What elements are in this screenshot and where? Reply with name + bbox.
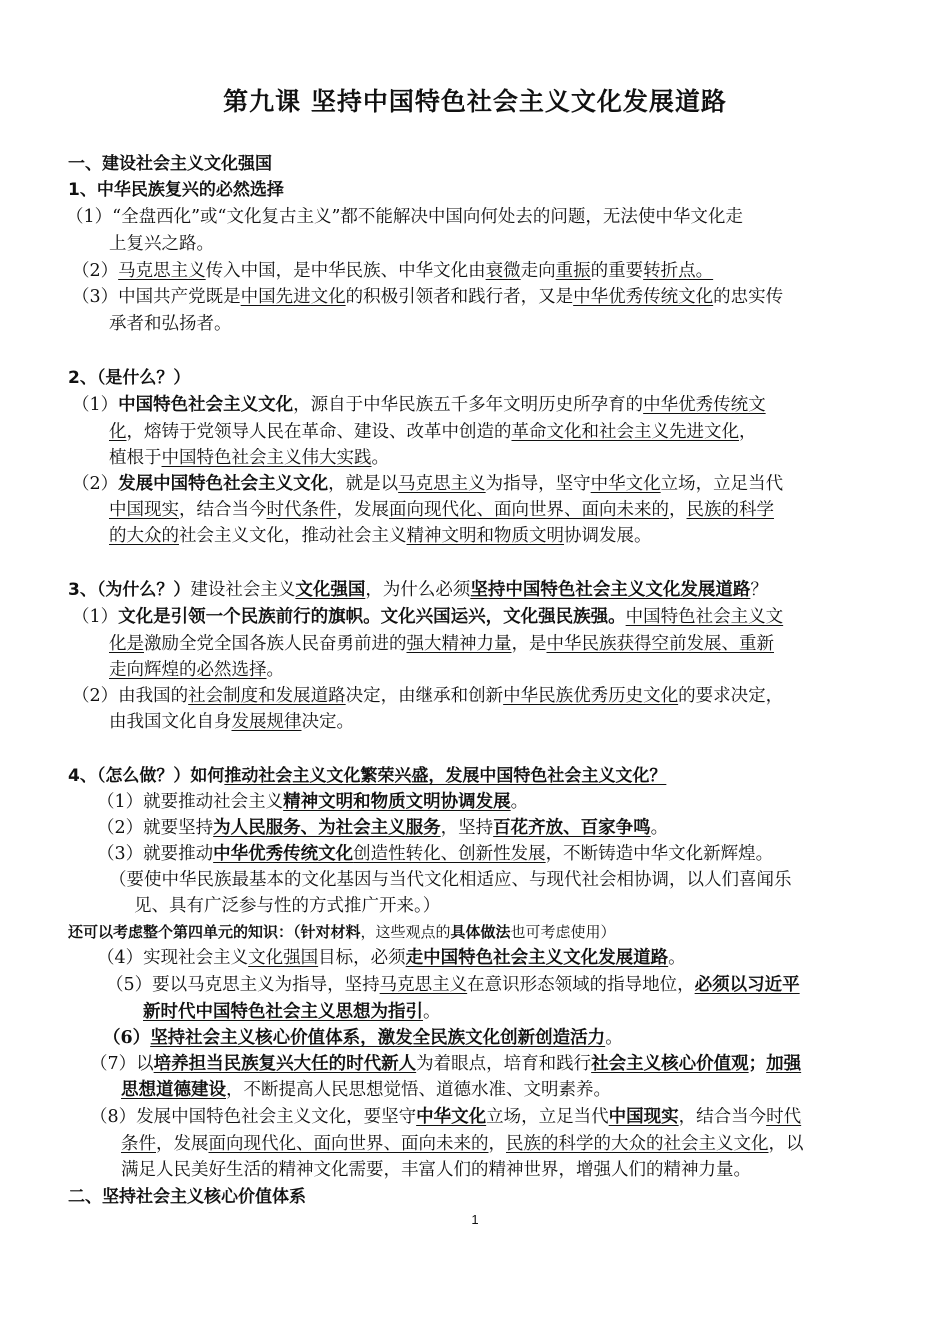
text-run: （3）就要推动 — [97, 844, 214, 864]
text-run: 的重要 — [590, 261, 644, 281]
text-run: 为着眼点，培育和践行 — [416, 1054, 592, 1074]
subsection-heading — [68, 576, 768, 604]
text-run: ，就是以 — [328, 474, 399, 494]
text-run: ，不断提高人民思想觉悟、道德水准、文明素养。 — [226, 1080, 611, 1100]
text-run: （7）以 — [90, 1054, 154, 1074]
underlined-text: 化是 — [109, 634, 144, 654]
underlined-text: 强大精神力量 — [406, 634, 512, 654]
bold-text: 还可以考虑整个第四单元的知识：（针对材料 — [68, 923, 361, 941]
underlined-text: 为人民服务、为社会主义服务 — [213, 818, 441, 838]
bold-text: 发展中国特色社会主义文化 — [118, 474, 329, 494]
text-run: 建设社会主义 — [190, 580, 296, 600]
underlined-text: 中国先进文化 — [240, 287, 346, 307]
text-run: 。 — [510, 792, 529, 812]
bold-text: ； — [748, 1054, 767, 1074]
text-run: （1） — [72, 395, 119, 415]
subsection-heading — [68, 762, 666, 790]
paragraph-line — [109, 444, 389, 472]
text-run: ，不断铸造中华文化新辉煌。 — [545, 844, 774, 864]
text-run: ，为什么必须 — [365, 580, 471, 600]
underlined-text: 马克思主义 — [398, 474, 486, 494]
text-run: ，发展 — [336, 500, 389, 520]
bold-text: 1、中华民族复兴的必然选择 — [68, 180, 284, 200]
paragraph-line — [109, 866, 792, 894]
text-run: 决定，由继承和创新 — [345, 686, 504, 706]
bold-text: 中国特色社会主义文化 — [118, 395, 294, 415]
text-run: （5）要以马克思主义为指导，坚持 — [106, 975, 380, 995]
bold-text: 3、（为什么？） — [68, 580, 191, 600]
underlined-text: 文化强国 — [248, 948, 319, 968]
paragraph-line — [97, 840, 773, 868]
underlined-text: 中国现实 — [109, 500, 179, 520]
text-run: （1）就要推动社会主义 — [97, 792, 284, 812]
paragraph-line — [90, 1103, 801, 1131]
underlined-text: 坚持社会主义核心价值体系，激发全民族文化创新创造活力 — [150, 1028, 606, 1048]
underlined-text: 面向现代化、面向世界、面向未来的 — [208, 1134, 489, 1154]
underlined-text: 中华民族优秀历史文化 — [503, 686, 679, 706]
paragraph-line — [72, 603, 783, 631]
text-run: 满足人民美好生活的精神文化需要，丰富人们的精神世界，增强人们的精神力量。 — [121, 1160, 751, 1180]
paragraph-line — [121, 1130, 804, 1158]
text-run: （3）中国共产党既是 — [72, 287, 241, 307]
paragraph-line — [109, 418, 757, 446]
text-run: ，是 — [511, 634, 547, 654]
underlined-text: 革命文化和社会主义先进文化 — [511, 422, 739, 442]
paragraph-line — [143, 998, 441, 1026]
text-run: （1） — [72, 607, 119, 627]
text-run: ， — [488, 1134, 506, 1154]
underlined-text: 重振 — [555, 261, 591, 281]
text-run: 植根于 — [109, 448, 162, 468]
paragraph-line — [109, 310, 232, 338]
text-run: （1）“全盘西化”或“文化复古主义”都不能解决中国向何处去的问题，无法使中华文化走 — [66, 207, 743, 227]
paragraph-line — [121, 1156, 751, 1184]
underlined-text: 民族的科学的大众的社会主义文化 — [506, 1134, 769, 1154]
underlined-text: 中国现实 — [608, 1107, 679, 1127]
paragraph-line — [66, 203, 743, 231]
underlined-text: 社会主义核心价值观 — [591, 1054, 749, 1074]
underlined-text: 中华优秀传统文化 — [213, 844, 354, 864]
underlined-text: 马克思主义 — [379, 975, 468, 995]
text-run: 。 — [668, 948, 686, 968]
paragraph-line — [109, 656, 284, 684]
text-run: 。 — [371, 448, 389, 468]
text-run: 见、具有广泛参与性的方式推广开来。） — [134, 896, 441, 916]
page-title: 第九课 坚持中国特色社会主义文化发展道路 — [223, 87, 727, 116]
subsection-heading — [68, 364, 190, 392]
text-run: ，源自于中华民族五千多年文明历史所孕育的 — [293, 395, 644, 415]
underlined-text: 坚持中国特色社会主义文化发展道路 — [470, 580, 751, 600]
text-run: ， — [739, 422, 757, 442]
bold-text: 文化是引领一个民族前行的旗帜。文化兴国运兴，文化强民族强。 — [118, 607, 626, 627]
text-run: ，结合当今 — [179, 500, 267, 520]
section-heading — [68, 1183, 306, 1211]
paragraph-line — [103, 1024, 623, 1052]
paragraph-line — [134, 892, 440, 920]
underlined-text: 百花齐放、百家争鸣 — [493, 818, 651, 838]
underlined-text: 培养担当民族复兴大任的时代新人 — [153, 1054, 417, 1074]
text-run: 由我国文化自身 — [109, 712, 232, 732]
text-run: 为指导，坚守 — [485, 474, 591, 494]
underlined-text: 走中国特色社会主义文化发展道路 — [405, 948, 669, 968]
text-run: （要使中华民族最基本的文化基因与当代文化相适应、与现代社会相协调，以人们喜闻乐 — [109, 870, 792, 890]
underlined-text: 必须以习近平 — [694, 975, 800, 995]
text-run: 的积极引领者和践行者，又是 — [345, 287, 574, 307]
underlined-text: 中国特色社会主义伟大实践 — [161, 448, 372, 468]
underlined-text: 文化强国 — [295, 580, 366, 600]
text-run: 承者和弘扬者。 — [109, 314, 232, 334]
paragraph-line — [97, 814, 668, 842]
underlined-text: 马克思主义 — [118, 261, 206, 281]
bold-text: （6） — [103, 1028, 151, 1048]
paragraph-line — [72, 257, 713, 285]
paragraph-line — [97, 788, 528, 816]
text-run: 立场，立足当代 — [660, 474, 784, 494]
underlined-text: 面向现代化、面向世界、面向未来的 — [389, 500, 669, 520]
text-run: 。 — [266, 660, 284, 680]
text-run: 目标，必须 — [318, 948, 406, 968]
paragraph-line — [109, 630, 774, 658]
section-heading — [68, 150, 272, 178]
underlined-text: 精神文明和物质文明协调发展 — [283, 792, 511, 812]
underlined-text: 中华优秀传统文 — [643, 395, 766, 415]
underlined-text: 思想道德建设 — [121, 1080, 226, 1100]
page-number: 1 — [471, 1212, 479, 1227]
paragraph-line — [90, 1050, 801, 1078]
text-run: ，以 — [768, 1134, 804, 1154]
underlined-text: 新时代中国特色社会主义思想为指引 — [143, 1002, 423, 1022]
text-run: ？ — [750, 580, 768, 600]
text-run: 上复兴之路。 — [109, 234, 214, 254]
note-line — [68, 918, 616, 946]
text-run: 。 — [423, 1002, 441, 1022]
subsection-heading — [68, 176, 284, 204]
text-run: 走向 — [520, 261, 556, 281]
underlined-text: 衰微 — [485, 261, 521, 281]
text-run: 立场，立足当代 — [486, 1107, 609, 1127]
underlined-text: 转折点。 — [643, 261, 714, 281]
underlined-text: 时代条件 — [266, 500, 337, 520]
text-run: ，这些观点的 — [360, 923, 451, 941]
paragraph-line — [121, 1076, 611, 1104]
underlined-text: 的大众的 — [109, 526, 179, 546]
text-run: （2）就要坚持 — [97, 818, 214, 838]
underlined-text: 精神文明和物质文明 — [406, 526, 564, 546]
paragraph-line — [109, 230, 214, 258]
text-run: （2）由我国的 — [72, 686, 189, 706]
text-run: 社会主义文化，推动社会主义 — [179, 526, 407, 546]
paragraph-line — [72, 682, 783, 710]
text-run: ，发展 — [156, 1134, 209, 1154]
bold-text: 二、坚持社会主义核心价值体系 — [68, 1187, 306, 1207]
paragraph-line — [72, 470, 783, 498]
text-run: （8）发展中国特色社会主义文化，要坚守 — [90, 1107, 417, 1127]
bold-text: 2、（是什么？） — [68, 368, 191, 388]
text-run: 协调发展。 — [564, 526, 652, 546]
underlined-text: 条件 — [121, 1134, 156, 1154]
bold-text: 一、建设社会主义文化强国 — [68, 154, 272, 174]
text-run: ，结合当今 — [678, 1107, 767, 1127]
underlined-text: 加强 — [766, 1054, 802, 1074]
text-run: （2） — [72, 261, 119, 281]
underlined-text: 中华文化 — [590, 474, 661, 494]
underlined-text: 社会制度和发展道路 — [188, 686, 346, 706]
paragraph-line — [97, 944, 686, 972]
text-run: 也可考虑使用） — [510, 923, 616, 941]
underlined-text: 创造性转化、创新性发展 — [353, 844, 546, 864]
paragraph-line — [109, 496, 774, 524]
text-run: 的忠实传 — [713, 287, 784, 307]
text-run: 在意识形态领域的指导地位， — [467, 975, 695, 995]
paragraph-line — [106, 971, 800, 999]
text-run: 激励全党全国各族人民奋勇前进的 — [144, 634, 407, 654]
text-run: ，坚持 — [440, 818, 494, 838]
bold-text: 具体做法 — [450, 923, 511, 941]
paragraph-line — [72, 391, 766, 419]
text-run: 决定。 — [301, 712, 354, 732]
paragraph-line — [72, 283, 783, 311]
underlined-text: 民族的科学 — [686, 500, 774, 520]
underlined-text: 推动社会主义文化繁荣兴盛，发展中国特色社会主义文化？ — [224, 766, 667, 786]
text-run: （4）实现社会主义 — [97, 948, 249, 968]
text-run: ，熔铸于党领导人民在革命、建设、改革中创造的 — [126, 422, 512, 442]
underlined-text: 走向辉煌的必然选择 — [109, 660, 267, 680]
bold-text: 4、（怎么做？）如何 — [68, 766, 225, 786]
text-run: ， — [669, 500, 687, 520]
paragraph-line — [109, 522, 652, 550]
underlined-text: 中国特色社会主义文 — [625, 607, 784, 627]
paragraph-line — [109, 708, 354, 736]
underlined-text: 中华民族获得空前发展、重新 — [546, 634, 774, 654]
underlined-text: 时代 — [766, 1107, 802, 1127]
underlined-text: 中华优秀传统文化 — [573, 287, 714, 307]
text-run: 。 — [650, 818, 669, 838]
underlined-text: 发展规律 — [231, 712, 302, 732]
text-run: 。 — [605, 1028, 623, 1048]
underlined-text: 化 — [109, 422, 127, 442]
text-run: 的要求决定， — [678, 686, 784, 706]
underlined-text: 中华文化 — [416, 1107, 487, 1127]
text-run: （2） — [72, 474, 119, 494]
text-run: 传入中国，是中华民族、中华文化由 — [205, 261, 486, 281]
